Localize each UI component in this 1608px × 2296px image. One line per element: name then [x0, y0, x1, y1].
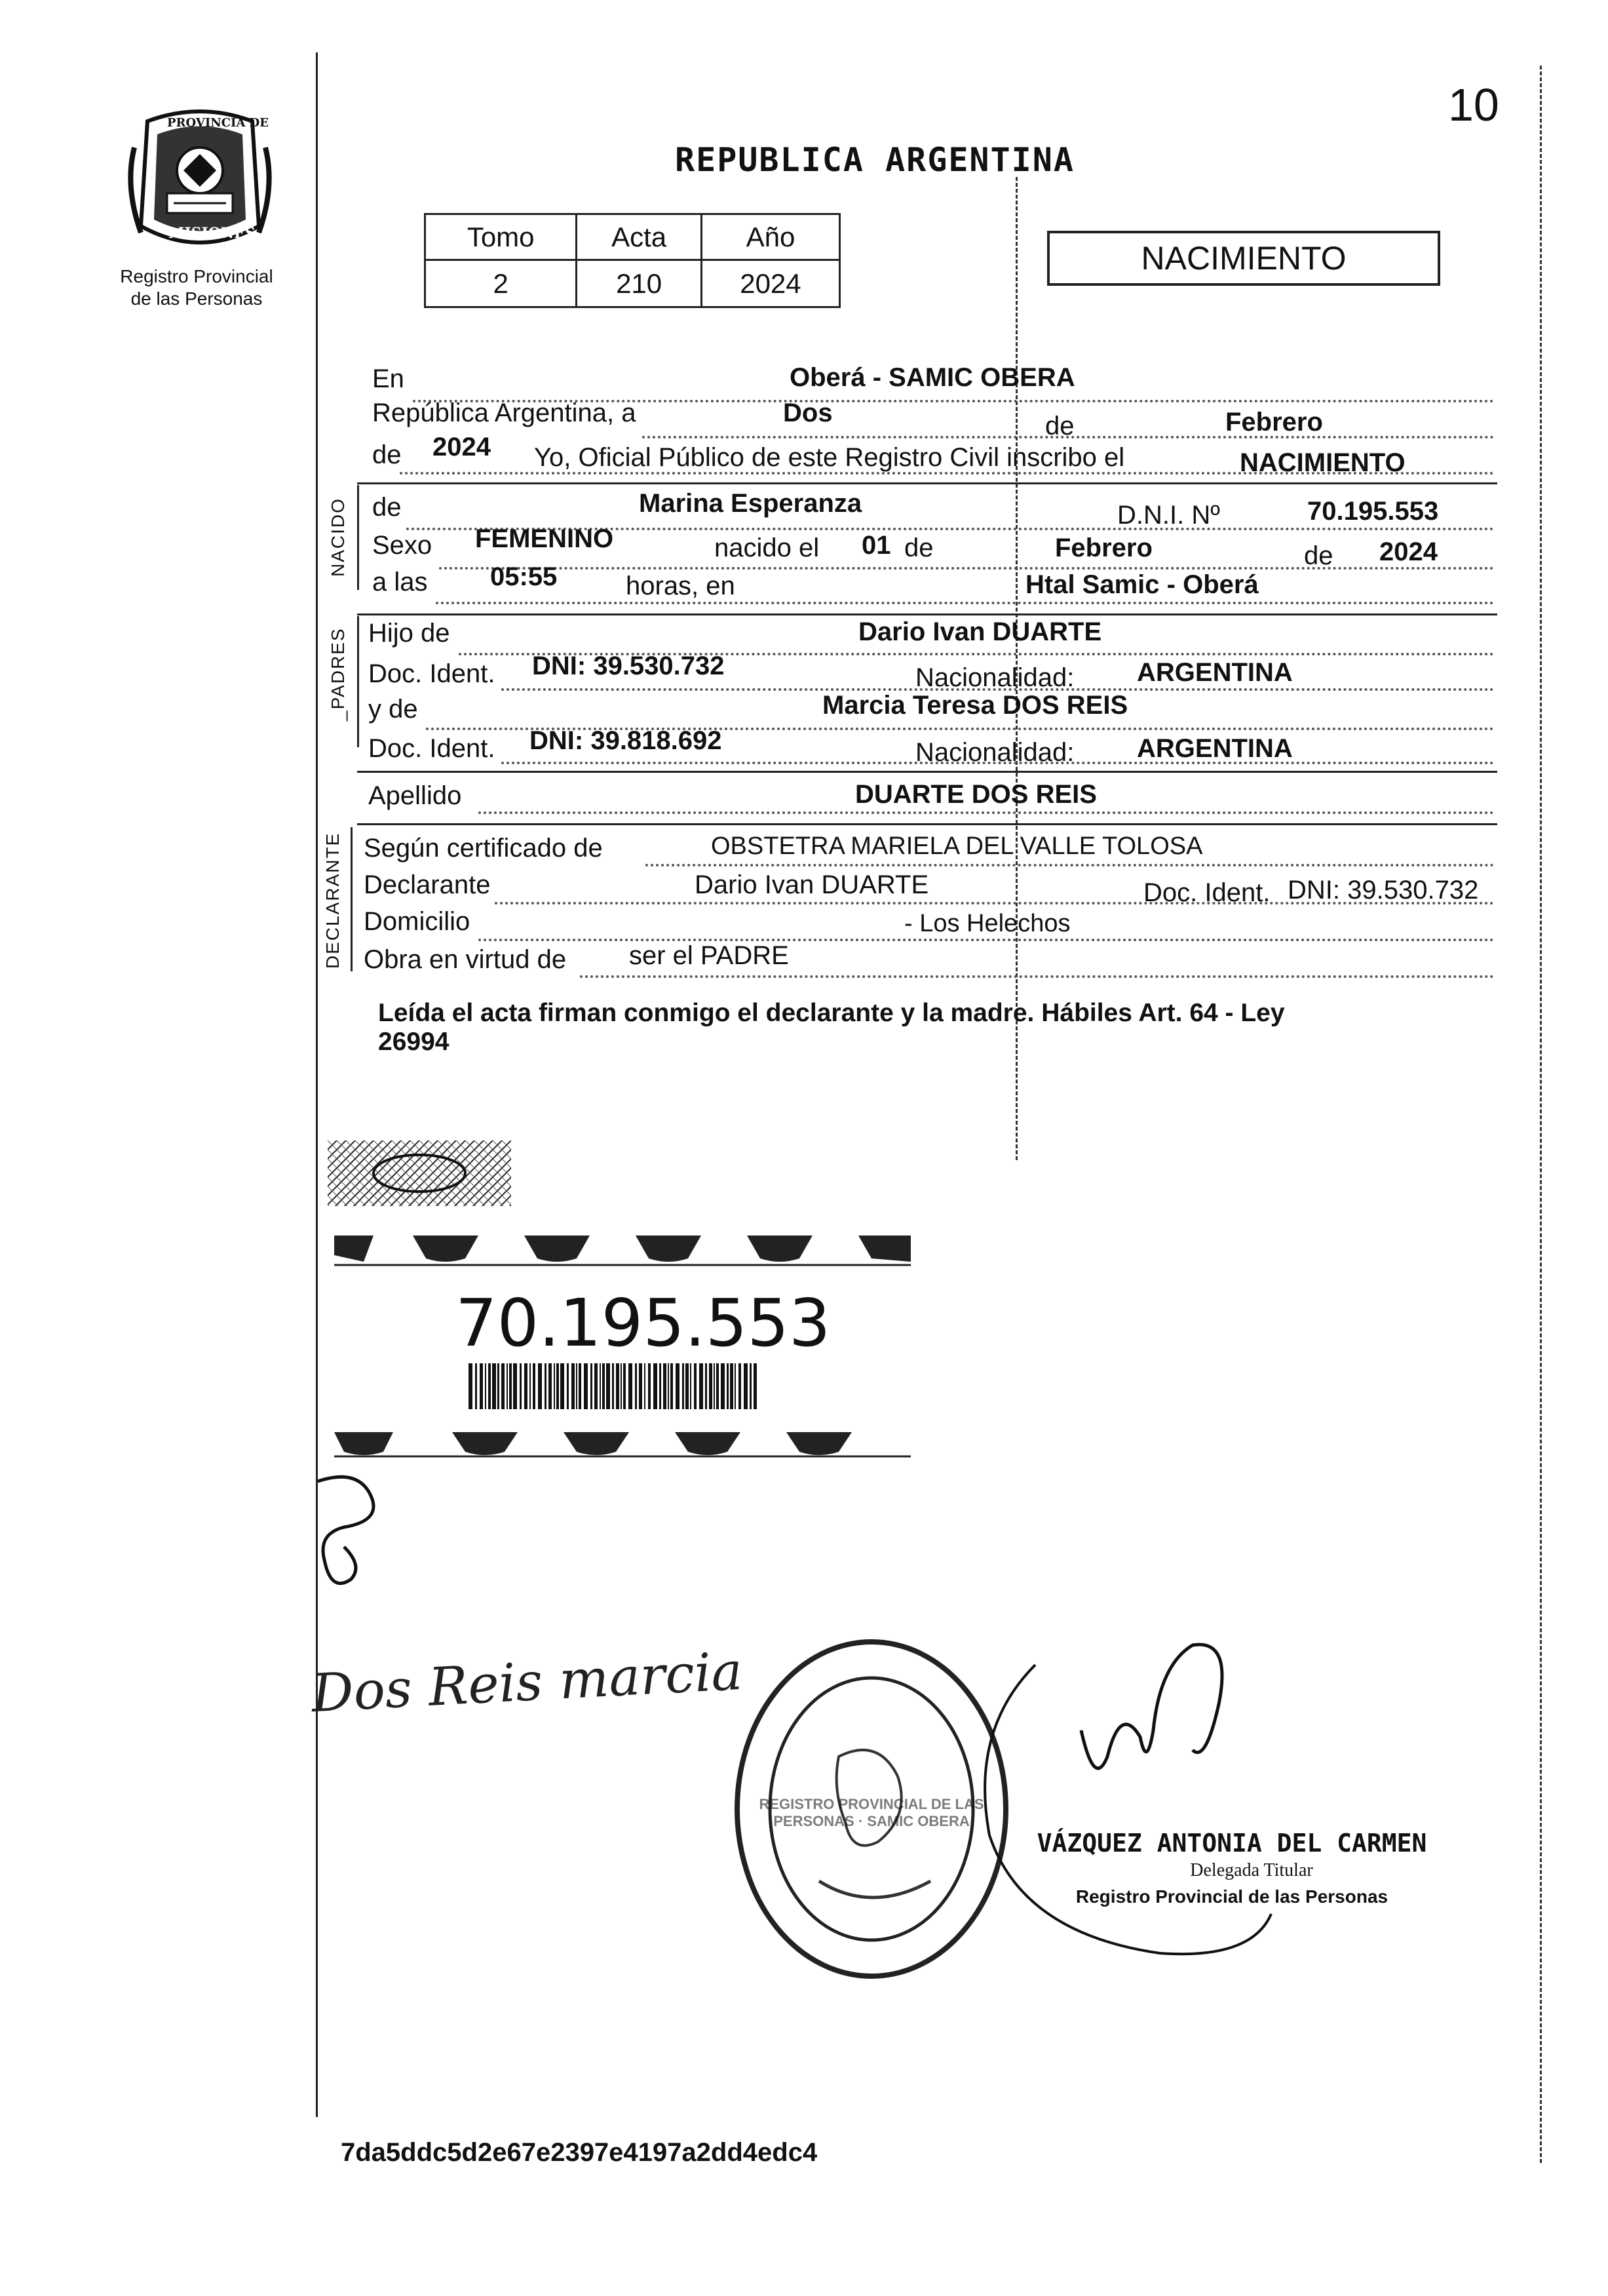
wave-band-icon [334, 1229, 911, 1268]
registry-table [424, 213, 841, 308]
right-margin-line [1540, 66, 1542, 2163]
barcode-bar [524, 1363, 527, 1409]
nac-mes-value: Febrero [1055, 534, 1153, 562]
madre-nac-value: ARGENTINA [1137, 734, 1293, 763]
padre-value: Dario Ivan DUARTE [858, 617, 1102, 646]
provincial-seal [121, 108, 278, 259]
sexo-value: FEMENINO [475, 524, 614, 553]
stamp-text: REGISTRO PROVINCIAL DE LAS PERSONAS · SAMIC OBERA [759, 1796, 984, 1829]
document-title: REPUBLICA ARGENTINA [675, 141, 1075, 179]
rule-4 [357, 823, 1497, 825]
registry-header-anio: Año [701, 214, 839, 260]
hora-value: 05:55 [490, 562, 558, 591]
barcode-bar [616, 1363, 619, 1409]
left-margin-line [316, 52, 318, 2117]
republica-label: República Argentina, a [372, 399, 636, 427]
barcode-bar [567, 1363, 569, 1409]
madre-doc-label: Doc. Ident. [368, 734, 495, 763]
rule-1 [357, 482, 1497, 484]
registry-value-acta: 210 [577, 260, 702, 307]
sexo-label: Sexo [372, 531, 432, 560]
official-org: Registro Provincial de las Personas [1075, 1886, 1388, 1907]
seal-arc-top: PROVINCIA DE [167, 116, 269, 130]
dni-label: D.N.I. Nº [1117, 501, 1220, 530]
nacido-side-label: NACIDO [328, 497, 348, 577]
rule-2 [357, 613, 1497, 615]
official-signature-icon [944, 1625, 1350, 1966]
declarante-label: Declarante [364, 870, 491, 899]
rule-3 [357, 771, 1497, 773]
registry-table-header [425, 214, 840, 260]
barcode-bar [584, 1363, 588, 1409]
nac-de2-label: de [1304, 541, 1333, 570]
padre-nac-value: ARGENTINA [1137, 658, 1293, 687]
domicilio-label: Domicilio [364, 907, 470, 936]
page-number: 10 [1448, 79, 1499, 130]
sticker-band-top [334, 1229, 911, 1268]
de-nombre-label: de [372, 493, 402, 522]
barcode-bar [663, 1363, 666, 1409]
barcode-bar [639, 1363, 642, 1409]
barcode-bar [705, 1363, 707, 1409]
registry-table-values [425, 260, 840, 307]
padre-doc-label: Doc. Ident. [368, 659, 495, 688]
barcode-bar [670, 1363, 673, 1409]
barcode-bar [750, 1363, 752, 1409]
certificado-dots [645, 864, 1494, 866]
official-name: VÁZQUEZ ANTONIA DEL CARMEN [1037, 1829, 1427, 1858]
barcode-bar [606, 1363, 610, 1409]
document-type-box [1047, 231, 1440, 286]
barcode-bar [621, 1363, 622, 1409]
barcode-bar [513, 1363, 517, 1409]
dni-value: 70.195.553 [1307, 497, 1439, 526]
mes-value: Febrero [1225, 408, 1323, 437]
barcode-bar [659, 1363, 661, 1409]
obra-label: Obra en virtud de [364, 945, 567, 974]
declarante-side-label: DECLARANTE [322, 832, 343, 969]
horas-label: horas, en [626, 572, 735, 600]
apellido-label: Apellido [368, 781, 462, 810]
barcode-bar [735, 1363, 736, 1409]
barcode-bar [682, 1363, 684, 1409]
barcode-bar [501, 1363, 505, 1409]
barcode-icon [469, 1363, 757, 1409]
barcode-bar [714, 1363, 715, 1409]
seal-caption [92, 265, 301, 310]
en-label: En [372, 364, 404, 393]
nota-line1: Leída el acta firman conmigo el declarante y la madre. Hábiles Art. 64 - Ley [378, 999, 1285, 1027]
barcode-bar [730, 1363, 733, 1409]
a-las-label: a las [372, 568, 428, 596]
en-value: Oberá - SAMIC OBERA [790, 363, 1075, 392]
signature-scribble-icon [305, 1468, 396, 1599]
barcode-bar [685, 1363, 689, 1409]
barcode-bar [694, 1363, 697, 1409]
certificado-value: OBSTETRA MARIELA DEL VALLE TOLOSA [711, 832, 1203, 860]
document-type: NACIMIENTO [1141, 240, 1347, 277]
barcode-bar [538, 1363, 542, 1409]
nota-line2: 26994 [378, 1028, 450, 1056]
barcode-bar [497, 1363, 499, 1409]
barcode [469, 1363, 757, 1409]
hologram-patch [328, 1140, 511, 1206]
barcode-bar [612, 1363, 614, 1409]
barcode-bar [754, 1363, 757, 1409]
apellido-dots [478, 811, 1494, 814]
barcode-bar [469, 1363, 472, 1409]
barcode-bar [721, 1363, 725, 1409]
barcode-bar [509, 1363, 512, 1409]
barcode-bar [635, 1363, 637, 1409]
registry-header-acta: Acta [577, 214, 702, 260]
decl-doc-label: Doc. Ident. [1143, 878, 1271, 907]
madre-nac-label: Nacionalidad: [915, 738, 1075, 767]
barcode-bar [648, 1363, 651, 1409]
barcode-bar [738, 1363, 741, 1409]
padres-side-label: _PADRES [328, 627, 348, 721]
domicilio-value: - Los Helechos [904, 910, 1071, 937]
barcode-bar [653, 1363, 657, 1409]
padre-doc-value: DNI: 39.530.732 [532, 652, 725, 680]
wave-band-bottom-icon [334, 1429, 911, 1462]
barcode-bar [548, 1363, 552, 1409]
barcode-bar [594, 1363, 598, 1409]
apellido-value: DUARTE DOS REIS [855, 780, 1097, 809]
barcode-bar [533, 1363, 535, 1409]
madre-signature: Dos Reis marcia [310, 1640, 744, 1724]
lugar-value: Htal Samic - Oberá [1025, 570, 1259, 599]
nacido-bracket [357, 485, 359, 590]
id-number: 70.195.553 [455, 1285, 831, 1361]
barcode-bar [488, 1363, 491, 1409]
registry-header-tomo: Tomo [425, 214, 577, 260]
hijo-label: Hijo de [368, 619, 450, 648]
declarante-bracket [351, 827, 353, 971]
barcode-bar [644, 1363, 645, 1409]
document-hash: 7da5ddc5d2e67e2397e4197a2dd4edc4 [341, 2138, 818, 2167]
barcode-bar [628, 1363, 632, 1409]
barcode-bar [744, 1363, 748, 1409]
barcode-bar [699, 1363, 703, 1409]
nota-text [378, 999, 1285, 1057]
barcode-bar [668, 1363, 669, 1409]
nac-de-label: de [904, 534, 934, 562]
barcode-bar [590, 1363, 592, 1409]
barcode-bar [579, 1363, 581, 1409]
barcode-bar [623, 1363, 626, 1409]
sticker-band-bottom [334, 1429, 911, 1462]
seal-caption-line2: de las Personas [130, 288, 263, 309]
barcode-bar [727, 1363, 729, 1409]
official-signature [944, 1625, 1350, 1966]
anio-value: 2024 [432, 433, 491, 461]
oficial-text: Yo, Oficial Público de este Registro Civil inscribo el [534, 443, 1125, 472]
padres-bracket [357, 616, 359, 747]
obra-value: ser el PADRE [629, 941, 789, 970]
barcode-bar [560, 1363, 564, 1409]
madre-doc-value: DNI: 39.818.692 [529, 726, 722, 755]
hologram-pattern-icon [328, 1140, 511, 1206]
y-de-label: y de [368, 695, 418, 724]
sexo-dots [439, 567, 1494, 570]
official-role: Delegada Titular [1190, 1860, 1313, 1880]
barcode-bar [600, 1363, 601, 1409]
nac-dia-value: 01 [862, 531, 891, 560]
barcode-bar [492, 1363, 496, 1409]
acto-value: NACIMIENTO [1240, 448, 1406, 477]
madre-value: Marcia Teresa DOS REIS [822, 691, 1128, 720]
certificado-label: Según certificado de [364, 834, 603, 863]
padre-nac-label: Nacionalidad: [915, 663, 1075, 692]
barcode-bar [480, 1363, 483, 1409]
declarante-value: Dario Ivan DUARTE [695, 870, 929, 899]
barcode-bar [520, 1363, 522, 1409]
barcode-bar [709, 1363, 712, 1409]
registry-value-tomo: 2 [425, 260, 577, 307]
barcode-bar [529, 1363, 531, 1409]
barcode-bar [690, 1363, 691, 1409]
de-label: de [1045, 412, 1075, 440]
declarante-signature [305, 1468, 396, 1599]
barcode-bar [554, 1363, 555, 1409]
hora-dots [436, 602, 1494, 604]
seal-arc-bottom: MISIONES [168, 225, 256, 242]
nombre-value: Marina Esperanza [639, 489, 862, 518]
de-anio-label: de [372, 440, 402, 469]
obra-dots [580, 975, 1494, 978]
registry-value-anio: 2024 [701, 260, 839, 307]
barcode-bar [571, 1363, 575, 1409]
dia-value: Dos [783, 399, 833, 427]
barcode-bar [545, 1363, 546, 1409]
decl-doc-value: DNI: 39.530.732 [1288, 876, 1479, 905]
barcode-bar [602, 1363, 605, 1409]
nacido-label: nacido el [714, 534, 820, 562]
official-block [1029, 1829, 1435, 1907]
barcode-bar [716, 1363, 719, 1409]
barcode-bar [576, 1363, 577, 1409]
nac-anio-value: 2024 [1379, 537, 1438, 566]
barcode-bar [676, 1363, 680, 1409]
barcode-bar [556, 1363, 559, 1409]
barcode-bar [485, 1363, 486, 1409]
barcode-bar [507, 1363, 508, 1409]
seal-caption-line1: Registro Provincial [120, 266, 273, 286]
barcode-bar [475, 1363, 477, 1409]
